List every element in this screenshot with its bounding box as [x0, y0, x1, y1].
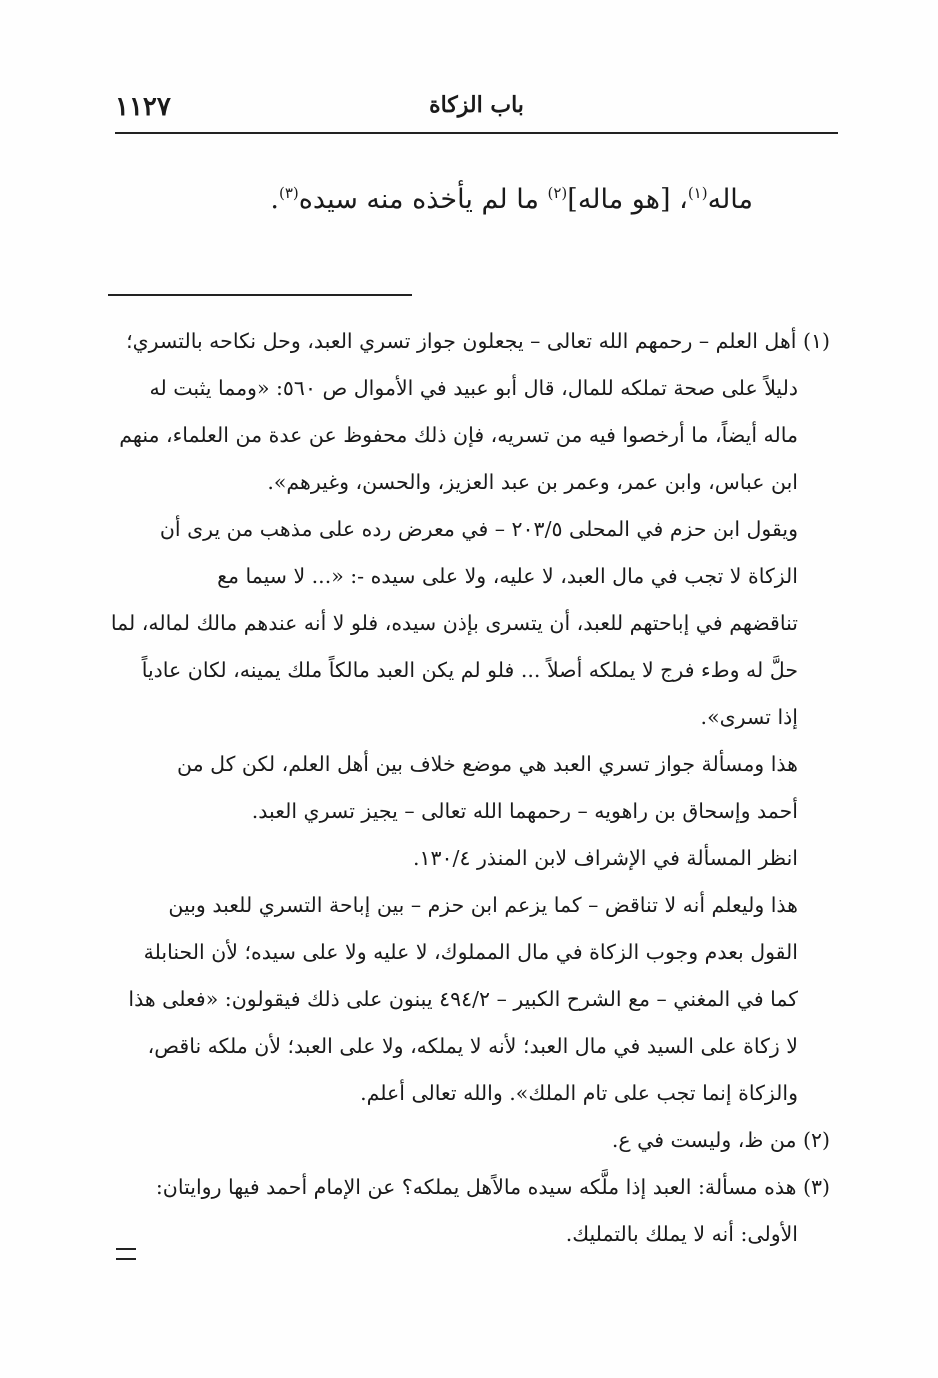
continuation-mark — [116, 1248, 136, 1260]
footnote-line: (٣) هذه مسألة: العبد إذا ملَّكه سيده مالاًهل يملكه؟ عن الإمام أحمد فيها روايتان: — [155, 1175, 830, 1199]
header-rule — [115, 132, 838, 134]
footnote-3 — [108, 1164, 830, 1258]
footnote-line: أحمد وإسحاق بن راهويه – رحمهما الله تعالى – يجيز تسري العبد. — [251, 799, 798, 823]
footnote-1 — [108, 318, 830, 1117]
footnote-separator — [108, 294, 412, 296]
page-number: ١١٢٧ — [115, 92, 171, 122]
footnote-line: والزكاة إنما تجب على تام الملك». والله تعالى أعلم. — [360, 1081, 798, 1105]
running-title: باب الزكاة — [429, 92, 524, 118]
footnote-ref-3: (٣) — [278, 184, 299, 202]
footnote-line: (٢) من ظ، وليست في ع. — [611, 1128, 830, 1152]
footnote-line: هذا ومسألة جواز تسري العبد هي موضع خلاف بين أهل العلم، لكن كل من — [176, 752, 798, 776]
footnotes — [108, 318, 830, 1258]
footnote-line: كما في المغني – مع الشرح الكبير – ٤٩٤/٢ يبنون على ذلك فيقولون: «فعلى هذا — [128, 987, 798, 1011]
main-text-part: ، [هو ماله] — [567, 184, 688, 215]
footnote-line: ويقول ابن حزم في المحلى ٢٠٣/٥ – في معرض رده على مذهب من يرى أن — [159, 517, 798, 541]
footnote-2 — [108, 1117, 830, 1164]
main-text — [110, 176, 753, 224]
footnote-line: إذا تسرى». — [700, 705, 798, 729]
footnote-line: هذا وليعلم أنه لا تناقض – كما يزعم ابن حزم – بين إباحة التسري للعبد وبين — [168, 893, 798, 917]
main-text-part: ماله — [707, 184, 753, 215]
page-header — [115, 92, 838, 132]
footnote-line: ابن عباس، وابن عمر، وعمر بن عبد العزيز، والحسن، وغيرهم». — [267, 470, 798, 494]
footnote-line: دليلاً على صحة تملكه للمال، قال أبو عبيد في الأموال ص ٥٦٠: «ومما يثبت له — [149, 376, 798, 400]
footnote-line: الأولى: أنه لا يملك بالتمليك. — [565, 1222, 798, 1246]
footnote-line: القول بعدم وجوب الزكاة في مال المملوك، لا عليه ولا على سيده؛ لأن الحنابلة — [143, 940, 798, 964]
footnote-ref-1: (١) — [687, 184, 708, 202]
footnote-ref-2: (٢) — [547, 184, 568, 202]
footnote-line: (١) أهل العلم – رحمهم الله تعالى – يجعلون جواز تسري العبد، وحل نكاحه بالتسري؛ — [126, 329, 830, 353]
main-text-part: . — [270, 184, 279, 215]
footnote-line: انظر المسألة في الإشراف لابن المنذر ١٣٠/٤. — [412, 846, 798, 870]
main-text-part: ما لم يأخذه منه سيده — [298, 184, 548, 215]
footnote-line: حلَّ له وطء فرج لا يملكه أصلاً ... فلو لم يكن العبد مالكاً ملك يمينه، لكان عادياً — [141, 658, 798, 682]
footnote-line: ماله أيضاً، ما أرخصوا فيه من تسريه، فإن ذلك محفوظ عن عدة من العلماء، منهم — [119, 423, 798, 447]
footnote-line: الزكاة لا تجب في مال العبد، لا عليه، ولا على سيده -: «... لا سيما مع — [217, 564, 798, 588]
footnote-line: لا زكاة على السيد في مال العبد؛ لأنه لا يملكه، ولا على العبد؛ لأن ملكه ناقص، — [147, 1034, 798, 1058]
footnote-line: تناقضهم في إباحتهم للعبد، أن يتسرى بإذن سيده، فلو لا أنه عندهم مالك لماله، لما — [110, 611, 798, 635]
